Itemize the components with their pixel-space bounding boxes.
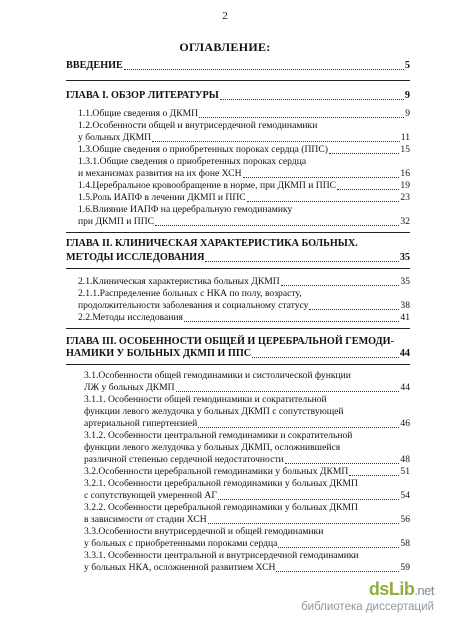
toc-entry-3-1-line1: 3.1.Особенности общей гемодинамики и систолической функции xyxy=(84,370,351,381)
toc-entry-1-6: при ДКМП и ППС 32 xyxy=(78,216,410,227)
toc-entry-1-3-1-line1: 1.3.1.Общие сведения о приобретенных пороках сердца xyxy=(78,156,307,167)
toc-entry-chapter-2: МЕТОДЫ ИССЛЕДОВАНИЯ 35 xyxy=(66,252,410,263)
toc-entry-1-3: 1.3.Общие сведения о приобретенных пороках сердца (ППС) 15 xyxy=(78,144,410,155)
toc-entry-3-2-2: в зависимости от стадии ХСН 56 xyxy=(84,514,410,525)
watermark-caption: библиотека диссертаций xyxy=(301,601,434,613)
toc-title: ОГЛАВЛЕНИЕ: xyxy=(179,40,271,54)
toc-entry-intro: ВВЕДЕНИЕ 5 xyxy=(66,60,410,71)
toc-entry-1-3-1: и механизмах развития на их фоне ХСН 16 xyxy=(78,168,410,179)
toc-entry-3-2-2-line1: 3.2.2. Особенности церебральной гемодинамики у больных ДКМП xyxy=(84,502,358,513)
toc-entry-3-1-1-line1: 3.1.1. Особенности общей гемодинамики и сократительной xyxy=(84,394,327,405)
toc-entry-1-6-line1: 1.6.Влияние ИАПФ на церебральную гемодинамику xyxy=(78,204,293,215)
site-watermark xyxy=(264,579,434,615)
toc-entry-chapter-3: НАМИКИ У БОЛЬНЫХ ДКМП И ППС 44 xyxy=(66,348,410,359)
toc-entry-1-4: 1.4.Церебральное кровообращение в норме, при ДКМП и ППС 19 xyxy=(78,180,410,191)
toc-entry-2-1-1-line1: 2.1.1.Распределение больных с НКА по полу, возрасту, xyxy=(78,288,302,299)
toc-entry-3-1-2-line1: 3.1.2. Особенности центральной гемодинамики и сократительной xyxy=(84,430,353,441)
toc-entry-3-3-line1: 3.3.Особенности внутрисердечной и общей гемодинамики xyxy=(84,526,324,537)
toc-entry-3-2-1-line1: 3.2.1. Особенности церебральной гемодинамики у больных ДКМП xyxy=(84,478,358,489)
toc-entry-2-1-1: продолжительности заболевания и социальному статусу 38 xyxy=(78,300,410,311)
divider xyxy=(66,80,410,81)
divider xyxy=(66,328,410,329)
toc-entry-1-5: 1.5.Роль ИАПФ в лечении ДКМП и ППС 23 xyxy=(78,192,410,203)
toc-entry-3-3-1-line1: 3.3.1. Особенности центральной и внутрисердечной гемодинамики xyxy=(84,550,359,561)
toc-entry-chapter-1: ГЛАВА I. ОБЗОР ЛИТЕРАТУРЫ 9 xyxy=(66,90,410,101)
toc-entry-chapter-2-line1: ГЛАВА II. КЛИНИЧЕСКАЯ ХАРАКТЕРИСТИКА БОЛЬНЫХ. xyxy=(66,238,358,249)
toc-entry-3-1-1-line2: функции левого желудочка у больных ДКМП с сопутствующей xyxy=(84,406,344,417)
page-number: 2 xyxy=(222,10,228,22)
toc-entry-1-2-line1: 1.2.Особенности общей и внутрисердечной гемодинамики xyxy=(78,120,318,131)
divider xyxy=(66,232,410,233)
toc-entry-2-2: 2.2.Методы исследования 41 xyxy=(78,312,410,323)
toc-entry-3-1-2: различной степенью сердечной недостаточности 48 xyxy=(84,454,410,465)
toc-entry-3-3-1: у больных НКА, осложненной развитием ХСН 59 xyxy=(84,562,410,573)
toc-entry-3-1: ЛЖ у больных ДКМП 44 xyxy=(84,382,410,393)
toc-entry-3-1-2-line2: функции левого желудочка у больных ДКМП, осложнившейся xyxy=(84,442,341,453)
toc-entry-chapter-3-line1: ГЛАВА III. ОСОБЕННОСТИ ОБЩЕЙ И ЦЕРЕБРАЛЬНОЙ ГЕМОДИ- xyxy=(66,336,394,347)
divider xyxy=(66,364,410,365)
toc-entry-3-1-1: артериальной гипертензией 46 xyxy=(84,418,410,429)
divider xyxy=(66,268,410,269)
toc-entry-3-2-1: с сопутствующей умеренной АГ 54 xyxy=(84,490,410,501)
toc-entry-2-1: 2.1.Клиническая характеристика больных ДКМП 35 xyxy=(78,276,410,287)
toc-entry-1-1: 1.1.Общие сведения о ДКМП 9 xyxy=(78,108,410,119)
toc-entry-3-2: 3.2.Особенности церебральной гемодинамики у больных ДКМП 51 xyxy=(84,466,410,477)
toc-entry-1-2: у больных ДКМП 11 xyxy=(78,132,410,143)
toc-entry-3-3: у больных с приобретенными пороками сердца 58 xyxy=(84,538,410,549)
dslib-logo: dsLib.net xyxy=(368,579,434,599)
